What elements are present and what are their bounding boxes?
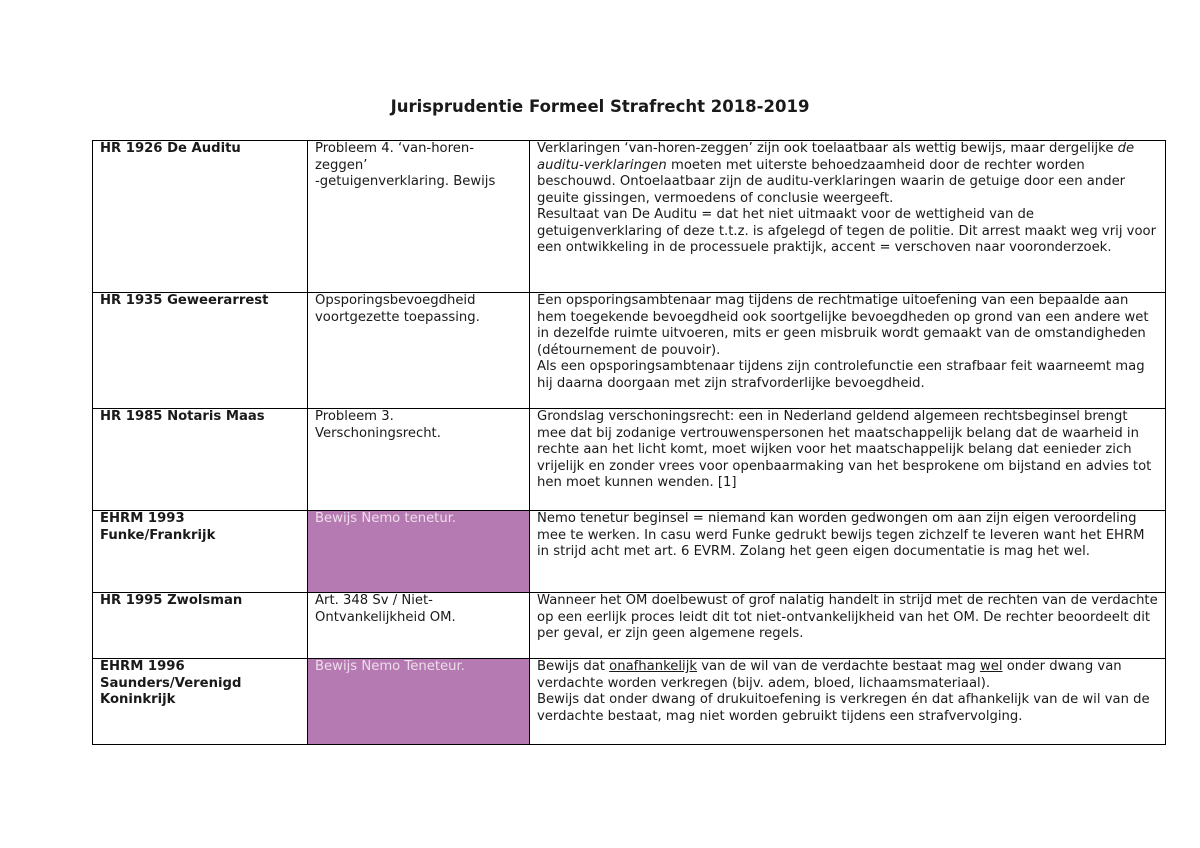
- description-paragraph: [537, 141, 1159, 207]
- case-name-cell: HR 1926 De Auditu: [93, 141, 308, 293]
- topic-cell: Probleem 3. Verschoningsrecht.: [308, 409, 530, 511]
- description-text: moeten met uiterste behoedzaamheid door de rechter worden beschouwd. Ontoelaatbaar zijn de auditu-verklaringen waarin de getuige door een ander geuite gissingen, vermoedens of conclusie weergeeft.: [537, 157, 1126, 206]
- description-cell: [530, 141, 1166, 293]
- document-title: Jurisprudentie Formeel Strafrecht 2018-2019: [390, 97, 810, 116]
- jurisprudence-table: [92, 140, 1166, 745]
- description-text: Bewijs dat: [537, 659, 610, 674]
- topic-cell-highlighted: Bewijs Nemo tenetur.: [308, 511, 530, 593]
- case-name-cell: HR 1935 Geweerarrest: [93, 293, 308, 409]
- description-paragraph: Als een opsporingsambtenaar tijdens zijn controlefunctie een strafbaar feit waarneemt mag hij daarna doorgaan met zijn strafvorderlijke bevoegdheid.: [537, 359, 1145, 391]
- description-paragraph: Een opsporingsambtenaar mag tijdens de rechtmatige uitoefening van een bepaalde aan hem toegekende bevoegdheid ook soortgelijke bevoegdheden op grond van een andere wet in dezelfde ruimte uitvoeren, mits er geen misbruik wordt gemaakt van de omstandigheden (détournement de pouvoir).: [537, 293, 1149, 358]
- description-underline: wel: [979, 659, 1003, 674]
- description-cell: Wanneer het OM doelbewust of grof nalatig handelt in strijd met de rechten van de verdachte op een eerlijk proces leidt dit tot niet-ontvankelijkheid van het OM. De rechter beoordeelt dit per geval, er zijn geen algemene regels.: [530, 593, 1166, 659]
- description-paragraph: Resultaat van De Auditu = dat het niet uitmaakt voor de wettigheid van de getuigenverklaring of deze t.t.z. is afgelegd of tegen de politie. Dit arrest maakt weg vrij voor een ontwikkeling in de processuele praktijk, accent = verschoven naar vooronderzoek.: [537, 207, 1157, 255]
- description-text: van de wil van de verdachte bestaat mag: [697, 659, 980, 674]
- description-paragraph: [537, 659, 1159, 692]
- table-row: [93, 593, 1166, 659]
- description-cell: Nemo tenetur beginsel = niemand kan worden gedwongen om aan zijn eigen veroordeling mee te werken. In casu werd Funke gedrukt bewijs tegen zichzelf te leveren want het EHRM in strijd acht met art. 6 EVRM. Zolang het geen eigen documentatie is mag het wel.: [530, 511, 1166, 593]
- description-emphasis: de auditu-verklaringen: [537, 141, 1135, 173]
- table-row: [93, 141, 1166, 293]
- case-name-cell: HR 1985 Notaris Maas: [93, 409, 308, 511]
- case-name-cell: EHRM 1993 Funke/Frankrijk: [93, 511, 308, 593]
- topic-cell: Probleem 4. ‘van-horen- zeggen’ -getuigenverklaring. Bewijs: [308, 141, 530, 293]
- table-row: [93, 409, 1166, 511]
- description-text: Verklaringen ‘van-horen-zeggen’ zijn ook toelaatbaar als wettig bewijs, maar dergelijke: [537, 141, 1118, 156]
- case-name-cell: HR 1995 Zwolsman: [93, 593, 308, 659]
- case-name-cell: EHRM 1996 Saunders/Verenigd Koninkrijk: [93, 659, 308, 745]
- description-cell: Grondslag verschoningsrecht: een in Nederland geldend algemeen rechtsbeginsel brengt mee dat bij zodanige vertrouwenspersonen het maatschappelijk belang dat de waarheid in rechte aan het licht komt, moet wijken voor het maatschappelijk belang dat eenieder zich vrijelijk en zonder vrees voor openbaarmaking van het besprokene om bijstand en advies tot hen moet kunnen wenden. [1]: [530, 409, 1166, 511]
- description-underline: onafhankelijk: [609, 659, 698, 674]
- topic-cell: Opsporingsbevoegdheid voortgezette toepassing.: [308, 293, 530, 409]
- description-paragraph: Bewijs dat onder dwang of drukuitoefening is verkregen én dat afhankelijk van de wil van de verdachte bestaat, mag niet worden gebruikt tijdens een strafvervolging.: [537, 692, 1150, 724]
- topic-cell: Art. 348 Sv / Niet- Ontvankelijkheid OM.: [308, 593, 530, 659]
- description-text: onder dwang van verdachte worden verkregen (bijv. adem, bloed, lichaamsmateriaal).: [537, 659, 1122, 691]
- table-row: [93, 659, 1166, 745]
- topic-cell-highlighted: Bewijs Nemo Teneteur.: [308, 659, 530, 745]
- description-cell: [530, 659, 1166, 745]
- table-row: [93, 511, 1166, 593]
- description-cell: [530, 293, 1166, 409]
- table-row: [93, 293, 1166, 409]
